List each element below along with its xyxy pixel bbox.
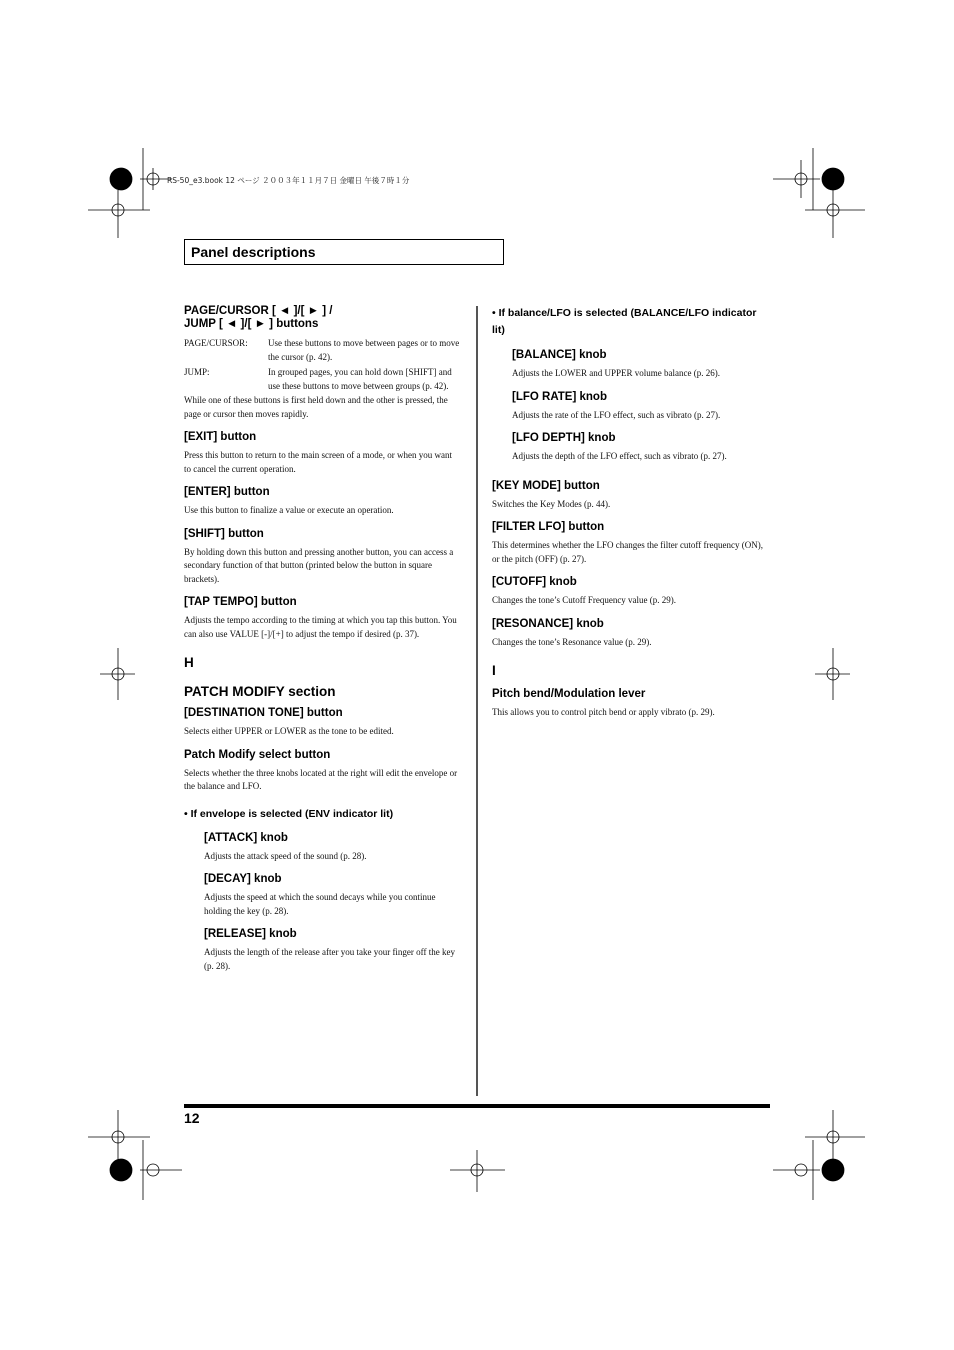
attack-text: Adjusts the attack speed of the sound (p. 28). [204, 850, 367, 861]
enter-heading: [ENTER] button [184, 486, 270, 498]
filter-lfo-text: This determines whether the LFO changes the filter cutoff frequency (ON), or the pitch (OFF) (p. 27). [492, 540, 763, 564]
section-title: Panel descriptions [191, 244, 316, 260]
term-page-cursor: PAGE/CURSOR: [184, 338, 248, 348]
cutoff-heading: [CUTOFF] knob [492, 576, 577, 588]
shift-text: By holding down this button and pressing another button, you can access a secondary function of that button (printed below the button in square brackets). [184, 546, 454, 584]
destination-tone-heading: [DESTINATION TONE] button [184, 707, 343, 719]
page-cursor-definitions [184, 337, 460, 393]
section-letter-i: I [492, 663, 496, 678]
def-jump: In grouped pages, you can hold down [SHIFT] and use these buttons to move between groups (p. 42). [268, 367, 452, 391]
balance-heading: [BALANCE] knob [512, 349, 607, 361]
shift-heading: [SHIFT] button [184, 527, 264, 540]
key-mode-text: Switches the Key Modes (p. 44). [492, 498, 611, 509]
enter-text: Use this button to finalize a value or execute an operation. [184, 505, 394, 515]
release-heading: [RELEASE] knob [204, 928, 297, 940]
page-number: 12 [184, 1110, 200, 1126]
patch-modify-heading: PATCH MODIFY section [184, 684, 336, 699]
destination-tone-text: Selects either UPPER or LOWER as the tone to be edited. [184, 726, 394, 736]
left-column [184, 305, 460, 973]
release-text: Adjusts the length of the release after you take your finger off the key (p. 28). [204, 947, 455, 971]
footer-rule [184, 1104, 770, 1108]
right-column [492, 305, 770, 720]
resonance-text: Changes the tone’s Resonance value (p. 29). [492, 636, 652, 647]
decay-heading: [DECAY] knob [204, 873, 282, 885]
balance-lfo-knobs [492, 349, 770, 464]
lfo-depth-text: Adjusts the depth of the LFO effect, such as vibrato (p. 27). [512, 451, 727, 461]
column-divider [476, 306, 478, 1096]
balance-text: Adjusts the LOWER and UPPER volume balance (p. 26). [512, 368, 720, 378]
patch-modify-select-text: Selects whether the three knobs located at the right will edit the envelope or the balance and LFO. [184, 767, 458, 791]
attack-heading: [ATTACK] knob [204, 831, 288, 844]
tap-tempo-text: Adjusts the tempo according to the timing at which you tap this button. You can also use VALUE [-]/[+] to adjust the tempo if desired (p. 37). [184, 615, 457, 639]
page-cursor-heading-1: PAGE/CURSOR [ ◄ ]/[ ► ] / [184, 305, 333, 317]
lfo-depth-heading: [LFO DEPTH] knob [512, 432, 616, 444]
exit-text: Press this button to return to the main screen of a mode, or when you want to cancel the current operation. [184, 450, 452, 474]
term-jump: JUMP: [184, 367, 210, 377]
print-header: RS-50_e3.book 12 ページ ２００３年１１月７日 金曜日 午後７時１分 [167, 176, 410, 185]
pitch-bend-heading: Pitch bend/Modulation lever [492, 688, 646, 700]
envelope-bullet: • If envelope is selected (ENV indicator lit) [184, 807, 394, 820]
lfo-rate-text: Adjusts the rate of the LFO effect, such as vibrato (p. 27). [512, 409, 721, 420]
page-cursor-note: While one of these buttons is first held down and the other is pressed, the page or cursor then moves rapidly. [184, 395, 448, 419]
section-title-box [184, 239, 504, 265]
lfo-rate-heading: [LFO RATE] knob [512, 390, 607, 403]
patch-modify-select-heading: Patch Modify select button [184, 748, 331, 761]
cutoff-text: Changes the tone’s Cutoff Frequency value (p. 29). [492, 595, 677, 605]
pitch-bend-text: This allows you to control pitch bend or apply vibrato (p. 29). [492, 707, 715, 717]
exit-heading: [EXIT] button [184, 431, 257, 443]
tap-tempo-heading: [TAP TEMPO] button [184, 596, 297, 608]
section-letter-h: H [184, 655, 194, 670]
envelope-knobs [184, 832, 460, 974]
resonance-heading: [RESONANCE] knob [492, 617, 604, 630]
page-cursor-heading-2: JUMP [ ◄ ]/[ ► ] buttons [184, 318, 319, 330]
def-page-cursor: Use these buttons to move between pages or to move the cursor (p. 42). [268, 338, 460, 362]
filter-lfo-heading: [FILTER LFO] button [492, 521, 605, 533]
key-mode-heading: [KEY MODE] button [492, 479, 600, 492]
decay-text: Adjusts the speed at which the sound decays while you continue holding the key (p. 28). [204, 892, 436, 916]
balance-lfo-bullet: • If balance/LFO is selected (BALANCE/LFO indicator lit) [492, 307, 757, 336]
